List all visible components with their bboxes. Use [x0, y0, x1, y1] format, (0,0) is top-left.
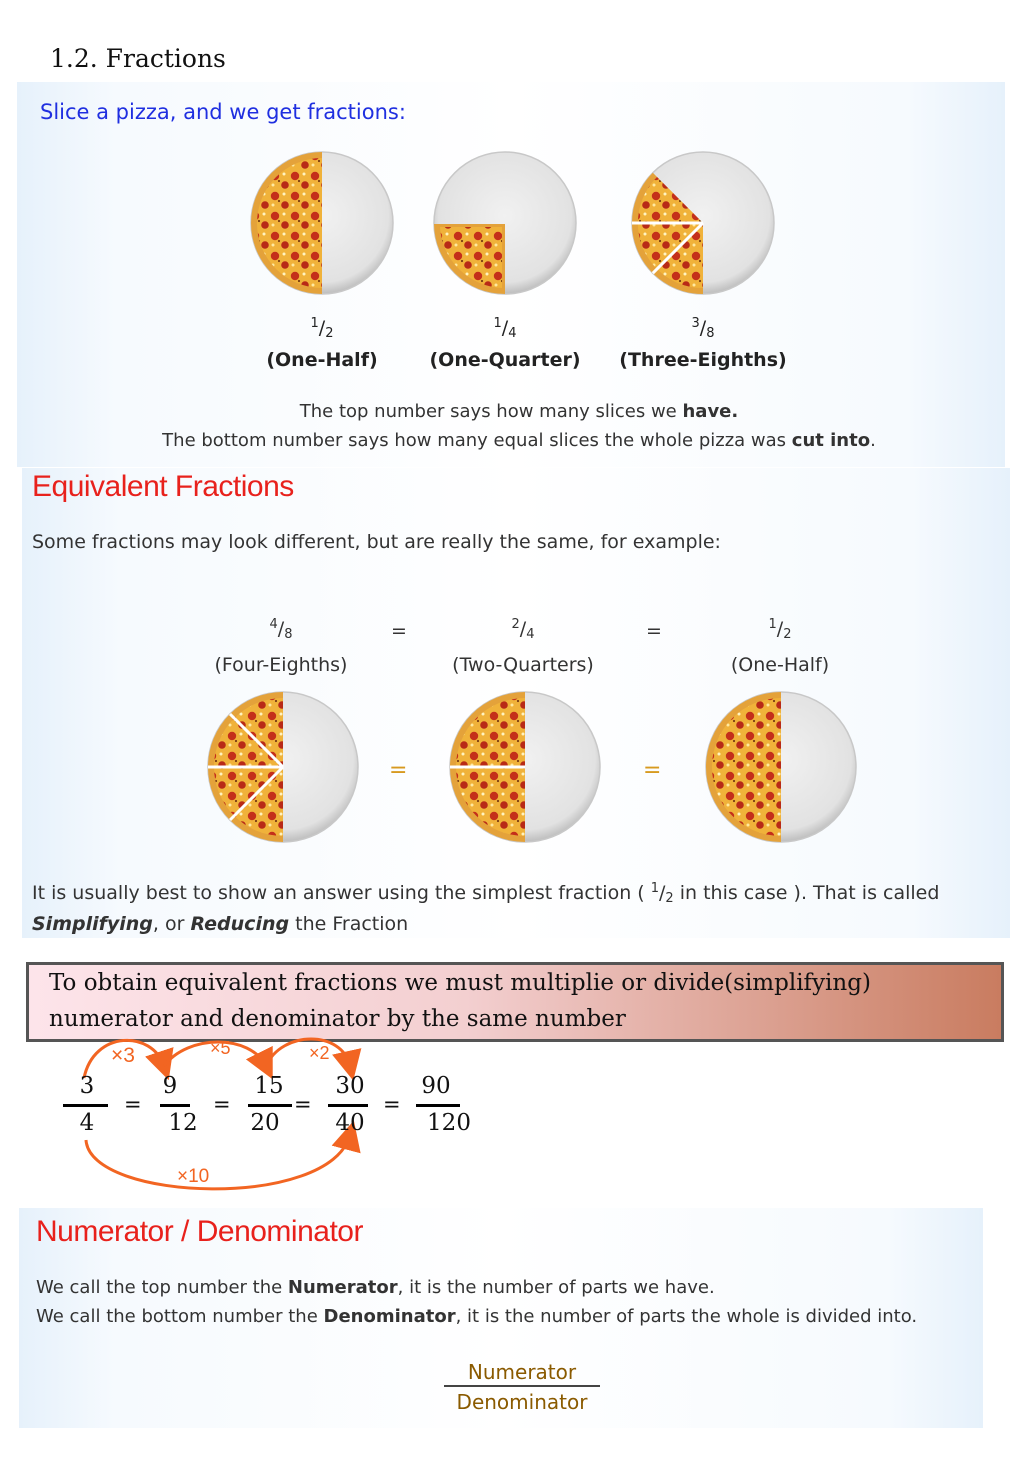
- eq-sign-1: =: [391, 620, 407, 642]
- eq-fraction-2: $^2/_4$: [511, 617, 535, 642]
- chain-eq-4: =: [383, 1092, 401, 1116]
- equivalent-title: Equivalent Fractions: [32, 470, 294, 503]
- rule-line-1: To obtain equivalent fractions we must multiplie or divide(simplifying): [49, 970, 871, 996]
- eq-sign-2: =: [646, 620, 662, 642]
- eq-fraction-1: $^4/_8$: [269, 617, 293, 642]
- pizza-quarter-image: [432, 150, 578, 296]
- pizza-quarter-fraction: $^1/_4$: [493, 316, 517, 341]
- chain-bar-2: [160, 1104, 190, 1107]
- pizza-three-eighths-image: [630, 150, 776, 296]
- eq-name-3: (One-Half): [730, 654, 830, 676]
- chain-den-4: 40: [335, 1110, 365, 1136]
- simplest-line-2: Simplifying, or Reducing the Fraction: [32, 913, 409, 935]
- chain-den-2: 12: [168, 1110, 198, 1136]
- eq-name-1: (Four-Eighths): [214, 654, 348, 676]
- denominator-label: Denominator: [456, 1390, 588, 1414]
- eq-name-2: (Two-Quarters): [452, 654, 594, 676]
- pizza-half-name: (One-Half): [266, 349, 378, 371]
- numden-title: Numerator / Denominator: [36, 1215, 363, 1248]
- chain-eq-1: =: [124, 1092, 142, 1116]
- chain-num-5: 90: [421, 1073, 451, 1099]
- multiplier-x10: ×10: [177, 1166, 210, 1187]
- pizza-eq-sign-2: =: [643, 758, 662, 783]
- pizza-three-eighths-fraction: $^3/_8$: [691, 316, 715, 341]
- chain-den-1: 4: [79, 1110, 95, 1136]
- multiplier-x2: ×2: [309, 1043, 330, 1063]
- explain-line-1: The top number says how many slices we have.: [299, 401, 739, 422]
- chain-eq-3: =: [294, 1092, 312, 1116]
- pizza-three-eighths-name: (Three-Eighths): [619, 349, 787, 371]
- pizza-four-eighths-image: [206, 690, 360, 844]
- pizza-one-half-image: [704, 690, 858, 844]
- pizza-half-image: [249, 150, 395, 296]
- pizza-two-quarters-image: [448, 690, 602, 844]
- equivalent-intro: Some fractions may look different, but are really the same, for example:: [32, 531, 721, 553]
- chain-num-1: 3: [79, 1073, 95, 1099]
- chain-bar-1: [63, 1104, 108, 1107]
- numden-line-1: We call the top number the Numerator, it is the number of parts we have.: [36, 1277, 715, 1298]
- numden-fraction-bar: [444, 1385, 600, 1387]
- simplest-line-1: It is usually best to show an answer using the simplest fraction ( $^1/_2$ in this case ). That is called: [32, 881, 940, 906]
- multiplier-x5: ×5: [210, 1038, 231, 1058]
- chain-num-3: 15: [254, 1073, 284, 1099]
- chain-bar-3: [248, 1104, 292, 1107]
- eq-fraction-3: $^1/_2$: [768, 617, 792, 642]
- chain-bar-5: [416, 1104, 460, 1107]
- numerator-label: Numerator: [467, 1360, 577, 1384]
- numden-line-2: We call the bottom number the Denominator, it is the number of parts the whole is divided into.: [36, 1306, 918, 1327]
- explain-line-2: The bottom number says how many equal slices the whole pizza was cut into.: [162, 430, 876, 451]
- chain-den-3: 20: [250, 1110, 280, 1136]
- rule-line-2: numerator and denominator by the same number: [49, 1006, 626, 1032]
- multiplier-x3: ×3: [111, 1044, 135, 1067]
- chain-den-5: 120: [427, 1110, 471, 1136]
- chain-bar-4: [328, 1104, 368, 1107]
- pizza-quarter-name: (One-Quarter): [429, 349, 581, 371]
- chain-num-2: 9: [162, 1073, 178, 1099]
- pizza-intro: Slice a pizza, and we get fractions:: [40, 100, 406, 124]
- pizza-half-fraction: $^1/_2$: [310, 316, 334, 341]
- pizza-eq-sign-1: =: [389, 758, 408, 783]
- section-title: 1.2. Fractions: [50, 44, 226, 73]
- chain-num-4: 30: [335, 1073, 365, 1099]
- chain-eq-2: =: [213, 1092, 231, 1116]
